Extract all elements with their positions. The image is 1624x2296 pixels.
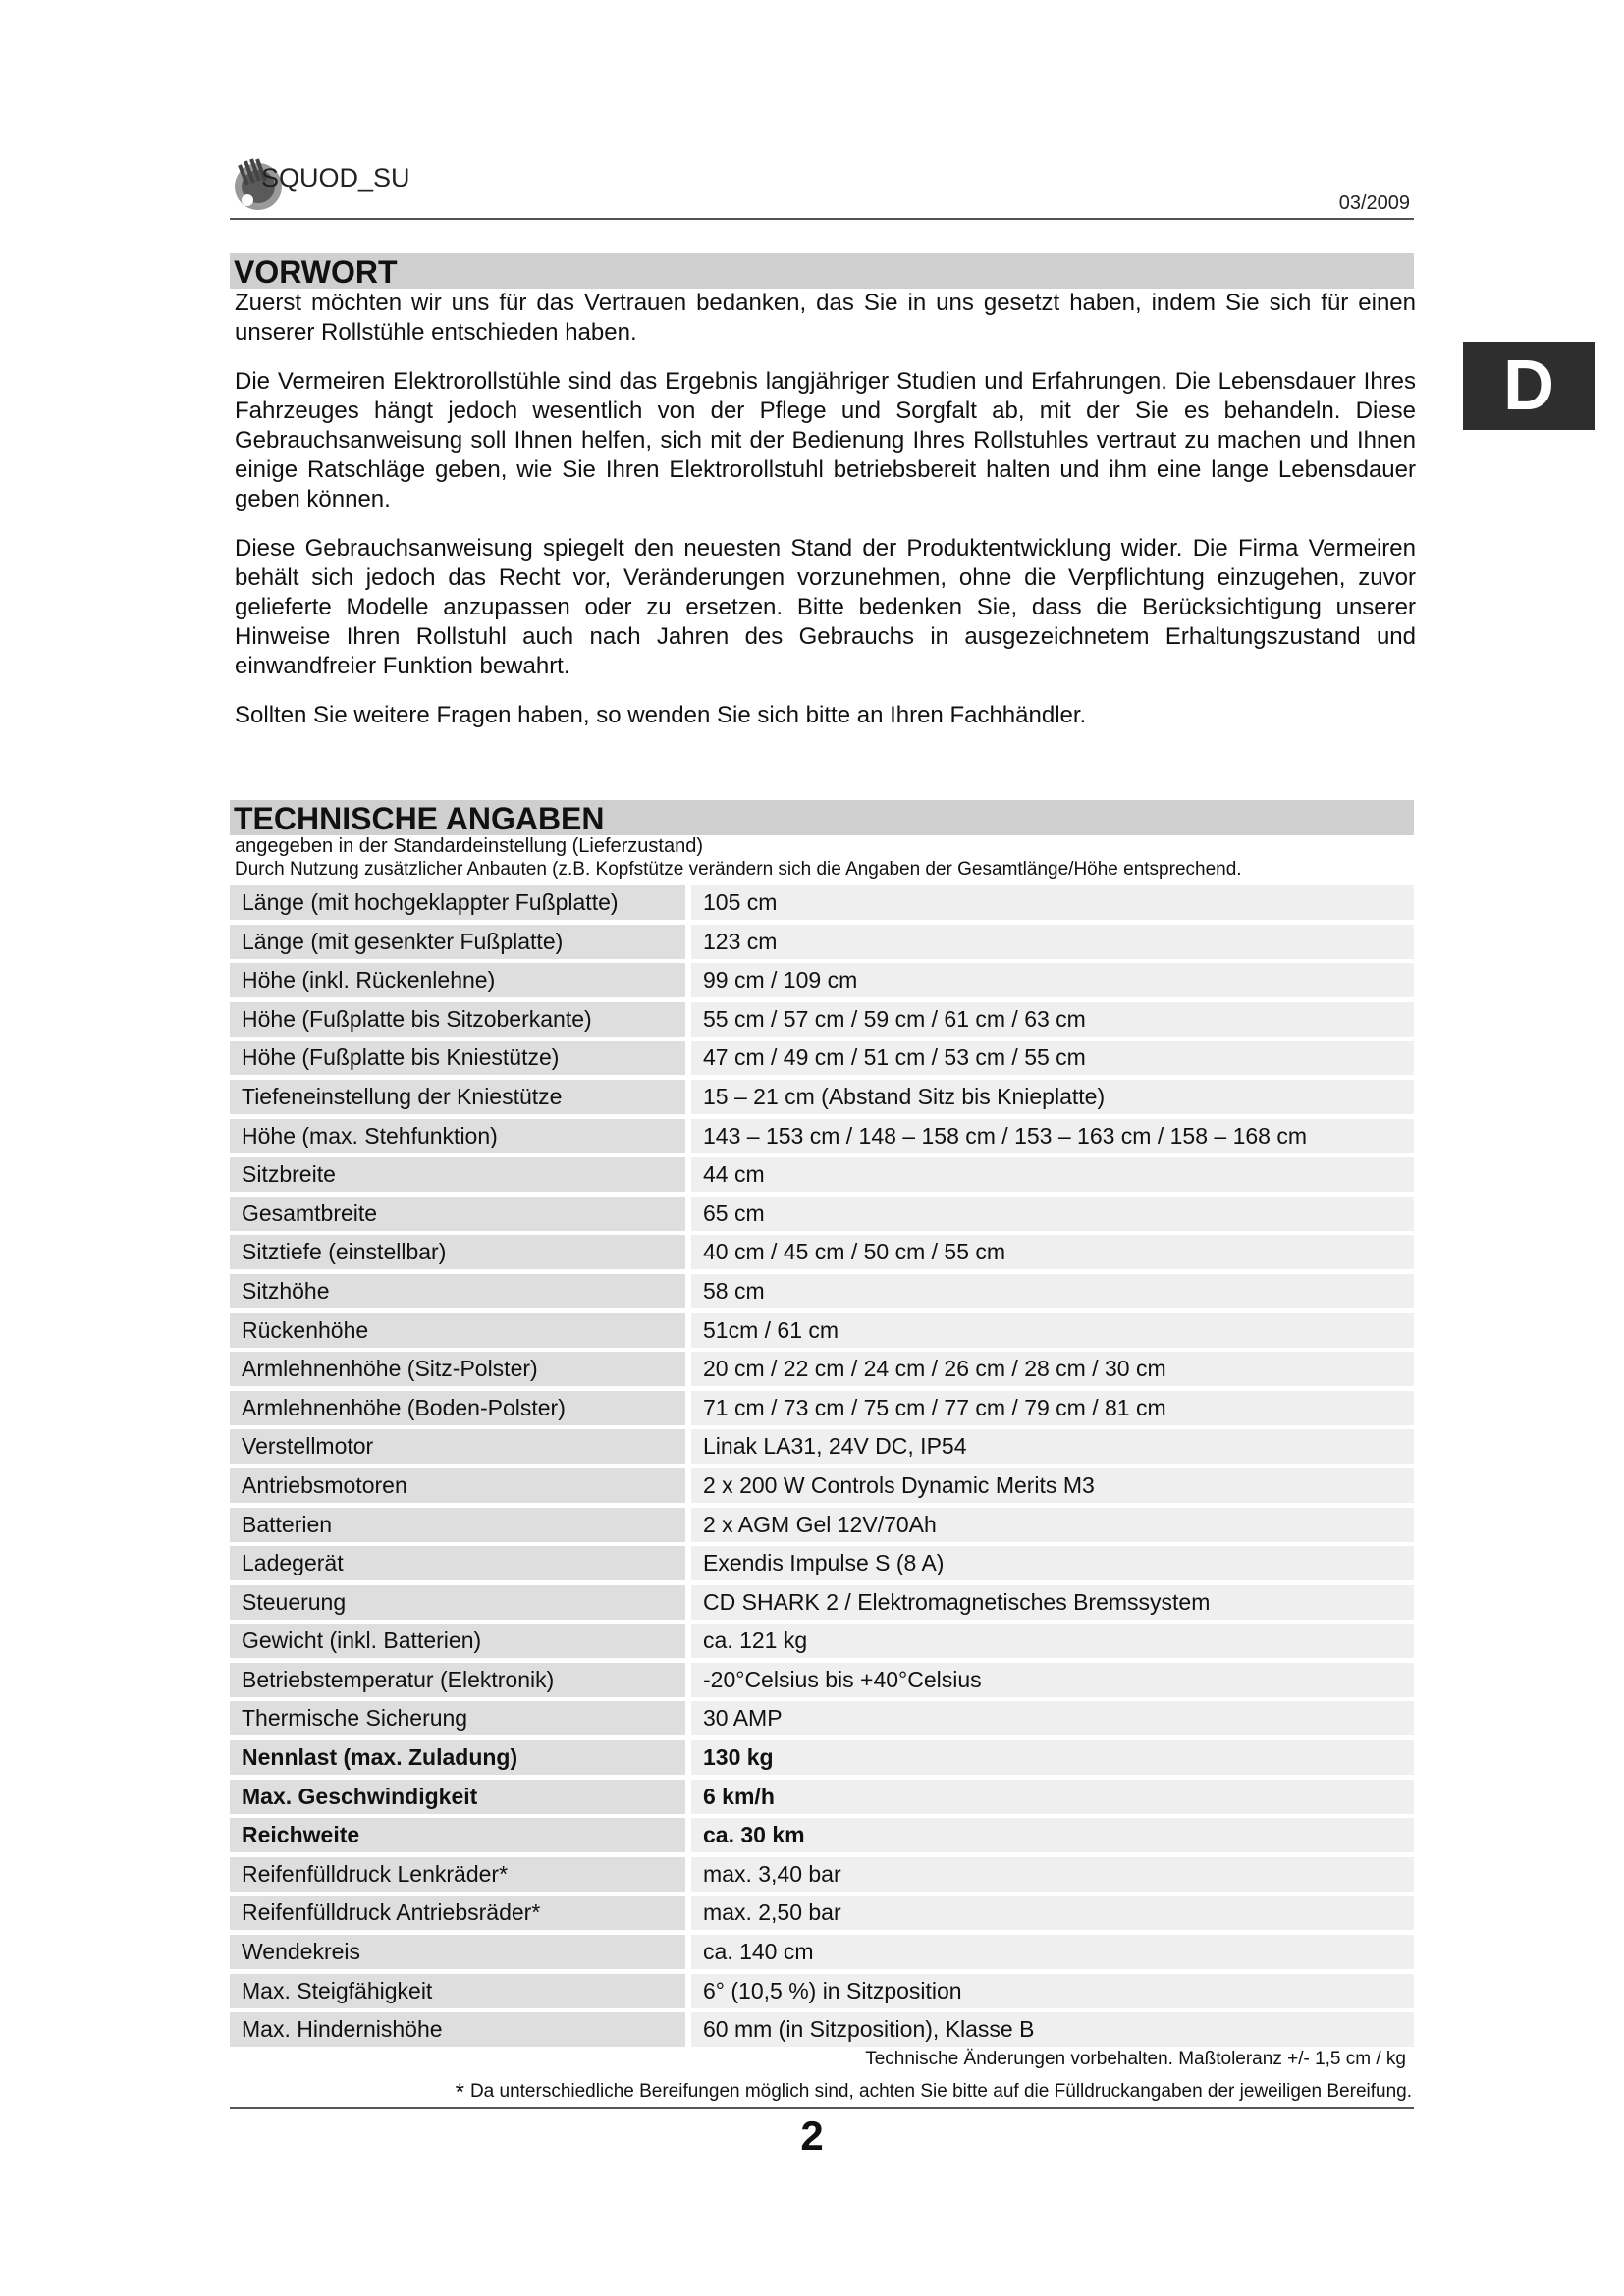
header-divider (230, 218, 1414, 220)
spec-value: 20 cm / 22 cm / 24 cm / 26 cm / 28 cm / 30 cm (691, 1352, 1414, 1386)
spec-table (230, 883, 1414, 2050)
spec-value: 123 cm (691, 925, 1414, 959)
table-row (230, 1778, 1414, 1817)
spec-label: Batterien (230, 1508, 685, 1542)
tyre-pressure-footnote (456, 2079, 1412, 2107)
spec-value: ca. 140 cm (691, 1935, 1414, 1969)
spec-value: 15 – 21 cm (Abstand Sitz bis Knieplatte) (691, 1080, 1414, 1114)
table-row (230, 1155, 1414, 1195)
spec-label: Höhe (Fußplatte bis Kniestütze) (230, 1041, 685, 1075)
spec-value: max. 2,50 bar (691, 1896, 1414, 1930)
foreword-paragraph: Sollten Sie weitere Fragen haben, so wenden Sie sich bitte an Ihren Fachhändler. (235, 702, 1087, 728)
model-name: SQUOD_SU (261, 163, 410, 192)
spec-value: 130 kg (691, 1740, 1414, 1775)
spec-label: Gesamtbreite (230, 1197, 685, 1231)
spec-value: 6° (10,5 %) in Sitzposition (691, 1974, 1414, 2008)
spec-value: 105 cm (691, 885, 1414, 920)
spec-label: Sitztiefe (einstellbar) (230, 1235, 685, 1269)
foreword-body (235, 289, 1416, 750)
spec-label: Thermische Sicherung (230, 1701, 685, 1735)
table-row (230, 1583, 1414, 1623)
table-row (230, 1000, 1414, 1040)
spec-label: Tiefeneinstellung der Kniestütze (230, 1080, 685, 1114)
spec-label: Nennlast (max. Zuladung) (230, 1740, 685, 1775)
spec-label: Wendekreis (230, 1935, 685, 1969)
spec-label: Verstellmotor (230, 1429, 685, 1464)
spec-label: Antriebsmotoren (230, 1468, 685, 1503)
table-row (230, 1350, 1414, 1389)
table-row (230, 1506, 1414, 1545)
page-header (230, 155, 1414, 220)
table-row (230, 1427, 1414, 1467)
spec-label: Betriebstemperatur (Elektronik) (230, 1663, 685, 1697)
spec-value: 44 cm (691, 1157, 1414, 1192)
table-row (230, 1894, 1414, 1933)
spec-value: 71 cm / 73 cm / 75 cm / 77 cm / 79 cm / 81 cm (691, 1391, 1414, 1425)
spec-label: Reifenfülldruck Lenkräder* (230, 1857, 685, 1892)
spec-label: Gewicht (inkl. Batterien) (230, 1624, 685, 1658)
spec-value: -20°Celsius bis +40°Celsius (691, 1663, 1414, 1697)
spec-value: 2 x AGM Gel 12V/70Ah (691, 1508, 1414, 1542)
table-row (230, 1661, 1414, 1700)
table-row (230, 1039, 1414, 1078)
footer-divider (230, 2107, 1414, 2109)
spec-value: Exendis Impulse S (8 A) (691, 1546, 1414, 1580)
spec-value: 60 mm (in Sitzposition), Klasse B (691, 2012, 1414, 2047)
table-row (230, 1272, 1414, 1311)
table-row (230, 1544, 1414, 1583)
foreword-paragraph: Die Vermeiren Elektrorollstühle sind das Ergebnis langjähriger Studien und Erfahrungen. Die Lebensdauer Ihres Fahrzeuges hängt jedoch wesentlich von der Pflege und Sorgfalt ab, mit der Sie es behandeln. Diese Gebrauchsanweisung soll Ihnen helfen, sich mit der Bedienung Ihres Rollstuhles vertraut zu machen und Ihnen einige Ratschläge geben, wie Sie Ihren Elektrorollstuhl betriebsbereit halten und ihm eine lange Lebensdauer geben können. (235, 368, 1416, 512)
spec-label: Höhe (inkl. Rückenlehne) (230, 963, 685, 997)
table-row (230, 1389, 1414, 1428)
footnote-text: Da unterschiedliche Bereifungen möglich sind, achten Sie bitte auf die Fülldruckangaben der jeweiligen Bereifung. (469, 2081, 1412, 2102)
spec-label: Max. Hindernishöhe (230, 2012, 685, 2047)
spec-label: Sitzbreite (230, 1157, 685, 1192)
spec-label: Armlehnenhöhe (Sitz-Polster) (230, 1352, 685, 1386)
spec-value: 55 cm / 57 cm / 59 cm / 61 cm / 63 cm (691, 1002, 1414, 1037)
spec-value: 99 cm / 109 cm (691, 963, 1414, 997)
spec-value: 2 x 200 W Controls Dynamic Merits M3 (691, 1468, 1414, 1503)
spec-value: 47 cm / 49 cm / 51 cm / 53 cm / 55 cm (691, 1041, 1414, 1075)
tech-specs-heading: TECHNISCHE ANGABEN (230, 800, 1414, 835)
table-row (230, 1699, 1414, 1738)
spec-label: Sitzhöhe (230, 1274, 685, 1308)
table-row (230, 1855, 1414, 1895)
spec-value: 143 – 153 cm / 148 – 158 cm / 153 – 163 cm / 158 – 168 cm (691, 1119, 1414, 1153)
spec-label: Rückenhöhe (230, 1313, 685, 1348)
spec-label: Reichweite (230, 1818, 685, 1852)
table-row (230, 2010, 1414, 2050)
table-row (230, 1195, 1414, 1234)
spec-value: 65 cm (691, 1197, 1414, 1231)
spec-value: Linak LA31, 24V DC, IP54 (691, 1429, 1414, 1464)
tolerance-note: Technische Änderungen vorbehalten. Maßtoleranz +/- 1,5 cm / kg (865, 2049, 1406, 2069)
table-row (230, 1117, 1414, 1156)
language-tab: D (1463, 342, 1595, 430)
foreword-heading: VORWORT (230, 253, 1414, 289)
spec-label: Max. Geschwindigkeit (230, 1780, 685, 1814)
table-row (230, 1933, 1414, 1972)
spec-label: Höhe (Fußplatte bis Sitzoberkante) (230, 1002, 685, 1037)
table-row (230, 923, 1414, 962)
footnote-marker: * (455, 2079, 464, 2106)
spec-value: max. 3,40 bar (691, 1857, 1414, 1892)
spec-value: 30 AMP (691, 1701, 1414, 1735)
spec-label: Länge (mit hochgeklappter Fußplatte) (230, 885, 685, 920)
foreword-paragraph: Zuerst möchten wir uns für das Vertrauen bedanken, das Sie in uns gesetzt haben, indem Sie sich für einen unserer Rollstühle entschieden haben. (235, 290, 1416, 346)
spec-label: Höhe (max. Stehfunktion) (230, 1119, 685, 1153)
table-row (230, 1622, 1414, 1661)
table-row (230, 1467, 1414, 1506)
spec-value: 40 cm / 45 cm / 50 cm / 55 cm (691, 1235, 1414, 1269)
table-row (230, 1972, 1414, 2011)
table-row (230, 1233, 1414, 1272)
spec-value: 58 cm (691, 1274, 1414, 1308)
spec-value: ca. 30 km (691, 1818, 1414, 1852)
table-row (230, 1078, 1414, 1117)
spec-label: Max. Steigfähigkeit (230, 1974, 685, 2008)
spec-label: Steuerung (230, 1585, 685, 1620)
document-date: 03/2009 (1338, 192, 1410, 214)
page-number: 2 (800, 2112, 824, 2159)
spec-label: Länge (mit gesenkter Fußplatte) (230, 925, 685, 959)
spec-value: 6 km/h (691, 1780, 1414, 1814)
table-row (230, 1738, 1414, 1778)
tech-specs-subtitle: angegeben in der Standardeinstellung (Lieferzustand) (235, 835, 704, 857)
table-row (230, 1816, 1414, 1855)
spec-value: ca. 121 kg (691, 1624, 1414, 1658)
tech-specs-note: Durch Nutzung zusätzlicher Anbauten (z.B. Kopfstütze verändern sich die Angaben der Gesamtlänge/Höhe entsprechend. (235, 859, 1242, 880)
table-row (230, 883, 1414, 923)
table-row (230, 1311, 1414, 1351)
spec-label: Reifenfülldruck Antriebsräder* (230, 1896, 685, 1930)
table-row (230, 961, 1414, 1000)
foreword-paragraph: Diese Gebrauchsanweisung spiegelt den neuesten Stand der Produktentwicklung wider. Die Firma Vermeiren behält sich jedoch das Recht vor, Veränderungen vorzunehmen, ohne die Verpflichtung einzugehen, zuvor gelieferte Modelle anzupassen oder zu ersetzen. Bitte bedenken Sie, dass die Berücksichtigung unserer Hinweise Ihren Rollstuhl auch nach Jahren des Gebrauchs in ausgezeichnetem Erhaltungszustand und einwandfreier Funktion bewahrt. (235, 535, 1416, 679)
spec-label: Armlehnenhöhe (Boden-Polster) (230, 1391, 685, 1425)
spec-value: CD SHARK 2 / Elektromagnetisches Bremssystem (691, 1585, 1414, 1620)
spec-label: Ladegerät (230, 1546, 685, 1580)
spec-value: 51cm / 61 cm (691, 1313, 1414, 1348)
